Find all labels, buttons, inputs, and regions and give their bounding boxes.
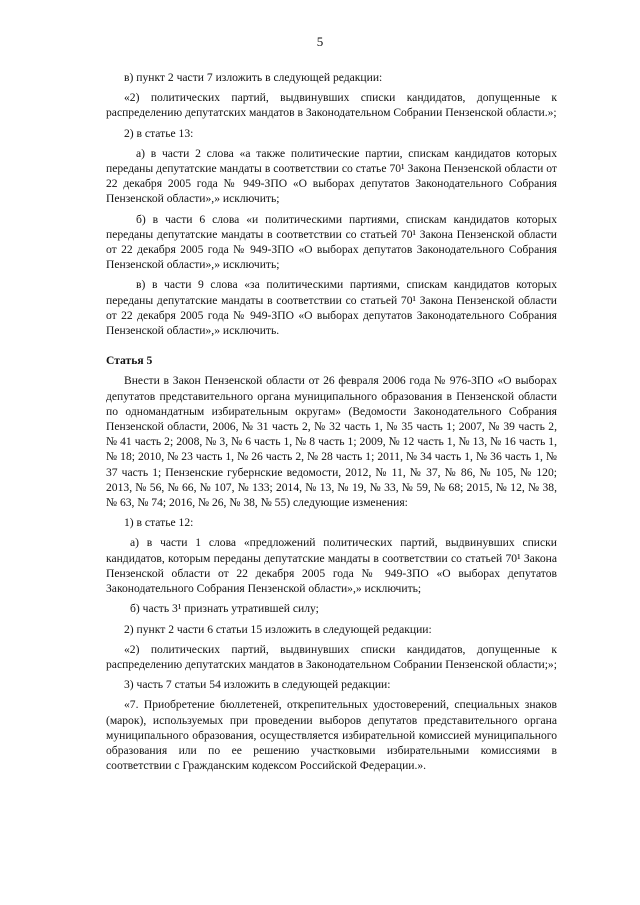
paragraph: б) часть 3¹ признать утратившей силу; [130,602,319,616]
paragraph: а) в части 1 слова «предложений политических партий, выдвинувших списки кандидатов, которым переданы депутатские мандаты в соответствии со статьей 70¹ Закона Пензенской области от 22 декабря 2005 года № 949-ЗПО «О выборах депутатов Законодательного Собрания Пензенской области»,» исключить; [106,536,557,596]
article-title: Статья 5 [106,354,153,368]
page-number: 5 [316,34,324,49]
paragraph: в) пункт 2 части 7 изложить в следующей редакции: [124,71,383,84]
paragraph: «7. Приобретение бюллетеней, открепительных удостоверений, специальных знаков (марок), используемых при проведении выборов депутатов представительного органа муниципального образования, осуществляется избирательной комиссией муниципального образования или по ее решению участковыми избирательными комиссиями в соответствии с Гражданским кодексом Российской Федерации.». [106,698,557,773]
section-gap [106,343,557,353]
document-body [106,70,557,778]
paragraph: «2) политических партий, выдвинувших списки кандидатов, допущенные к распределению депутатских мандатов в Законодательном Собрании Пензенской области.»; [106,91,557,120]
paragraph: Внести в Закон Пензенской области от 26 февраля 2006 года № 976-ЗПО «О выборах депутатов представительного органа муниципального образования в Пензенской области по одномандатным избирательным округам» (Ведомости Законодательного Собрания Пензенской области, 2006, № 31 часть 2, № 32 часть 1, № 35 часть 1; 2007, № 39 часть 2, № 41 часть 2; 2008, № 3, № 6 часть 1, № 8 часть 1; 2009, № 12 часть 1, № 13, № 16 часть 1, № 18; 2010, № 23 часть 1, № 26 часть 2, № 28 часть 1; 2011, № 34 часть 1, № 36 часть 1, № 37 часть 1; Пензенские губернские ведомости, 2012, № 11, № 37, № 86, № 105, № 120; 2013, № 56, № 66, № 107, № 133; 2014, № 13, № 19, № 33, № 59, № 68; 2015, № 12, № 38, № 63, № 74; 2016, № 26, № 38, № 55) следующие изменения: [106,374,557,510]
paragraph: 3) часть 7 статьи 54 изложить в следующей редакции: [124,678,391,692]
paragraph: «2) политических партий, выдвинувших списки кандидатов, допущенные к распределению депутатских мандатов в Законодательном Собрании Пензенской области;»; [106,642,557,671]
paragraph: 1) в статье 12: [124,516,194,530]
paragraph: 2) пункт 2 части 6 статьи 15 изложить в следующей редакции: [124,622,432,636]
paragraph: в) в части 9 слова «за политическими партиями, спискам кандидатов которых переданы депутатские мандаты в соответствии со статьей 70¹ Закона Пензенской области от 22 декабря 2005 года № 949-ЗПО «О выборах депутатов Законодательного Собрания Пензенской области»,» исключить. [106,278,557,338]
paragraph: б) в части 6 слова «и политическими партиями, спискам кандидатов которых переданы депутатские мандаты в соответствии со статьей 70¹ Закона Пензенской области от 22 декабря 2005 года № 949-ЗПО «О выборах депутатов Законодательного Собрания Пензенской области»,» исключить; [106,212,557,272]
paragraph: а) в части 2 слова «а также политические партии, спискам кандидатов которых переданы депутатские мандаты в соответствии со статье 70¹ Закона Пензенской области от 22 декабря 2005 года № 949-ЗПО «О выборах депутатов Законодательного Собрания Пензенской области»,» исключить; [106,146,557,206]
paragraph: 2) в статье 13: [124,126,194,140]
